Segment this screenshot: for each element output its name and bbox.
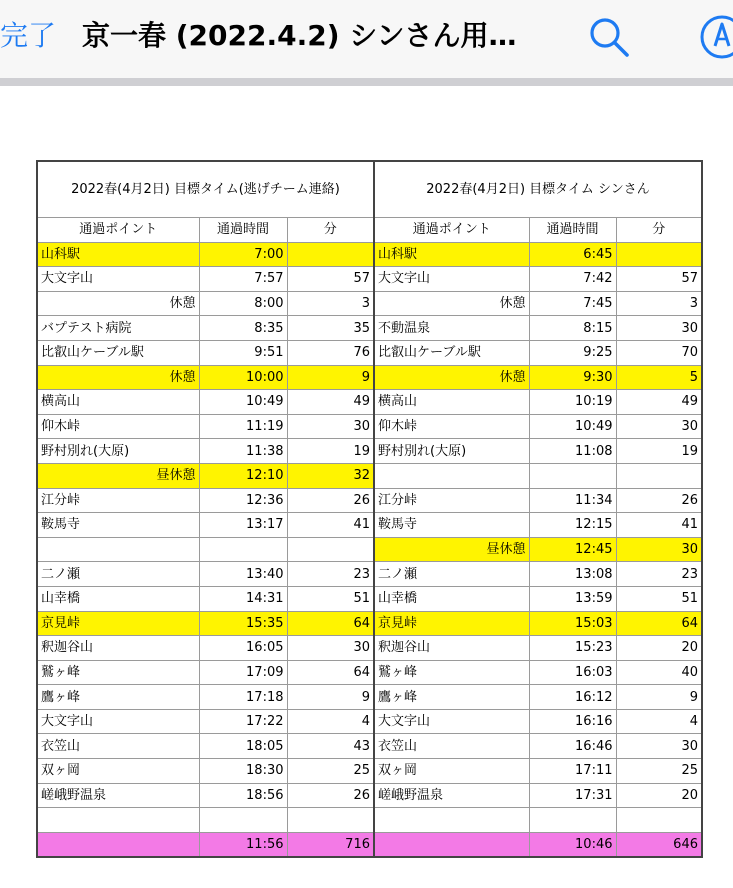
right-time-cell: 16:03: [529, 660, 616, 685]
right-table-title: 2022春(4月2日) 目標タイム シンさん: [374, 161, 702, 218]
right-minutes-cell: 30: [616, 414, 702, 439]
right-point-cell: [374, 832, 529, 857]
right-time-cell: 11:34: [529, 488, 616, 513]
left-minutes-cell: 51: [287, 586, 374, 611]
left-point-cell: 山科駅: [37, 242, 199, 267]
right-minutes-cell: 25: [616, 759, 702, 784]
markup-icon[interactable]: [697, 12, 733, 62]
left-time-cell: 10:00: [199, 365, 287, 390]
left-point-cell: 休憩: [37, 365, 199, 390]
right-point-cell: 衣笠山: [374, 734, 529, 759]
right-time-cell: 12:45: [529, 537, 616, 562]
right-minutes-cell: 20: [616, 783, 702, 808]
left-point-cell: [37, 808, 199, 833]
left-point-cell: 昼休憩: [37, 463, 199, 488]
right-point-cell: 釈迦谷山: [374, 636, 529, 661]
left-time-cell: 17:22: [199, 709, 287, 734]
left-time-cell: [199, 808, 287, 833]
right-time-cell: 7:45: [529, 291, 616, 316]
left-time-cell: 9:51: [199, 340, 287, 365]
table-row: [37, 242, 702, 267]
nav-divider: [0, 78, 733, 86]
left-point-cell: 鷲ヶ峰: [37, 660, 199, 685]
right-minutes-cell: 3: [616, 291, 702, 316]
table-row: [37, 611, 702, 636]
left-time-cell: 7:00: [199, 242, 287, 267]
right-point-cell: 大文字山: [374, 267, 529, 292]
left-point-cell: 休憩: [37, 291, 199, 316]
left-time-cell: 16:05: [199, 636, 287, 661]
left-time-cell: 12:10: [199, 463, 287, 488]
right-point-cell: [374, 808, 529, 833]
left-minutes-cell: 19: [287, 439, 374, 464]
table-row: [37, 709, 702, 734]
right-minutes-cell: 26: [616, 488, 702, 513]
left-minutes-cell: 64: [287, 660, 374, 685]
left-point-cell: 大文字山: [37, 709, 199, 734]
left-point-cell: 仰木峠: [37, 414, 199, 439]
search-icon[interactable]: [585, 12, 635, 62]
right-minutes-cell: 51: [616, 586, 702, 611]
right-minutes-cell: 19: [616, 439, 702, 464]
right-point-cell: 仰木峠: [374, 414, 529, 439]
right-minutes-cell: [616, 242, 702, 267]
right-point-cell: 鷲ヶ峰: [374, 660, 529, 685]
table-row: [37, 390, 702, 415]
right-time-cell: 17:11: [529, 759, 616, 784]
left-point-cell: 江分峠: [37, 488, 199, 513]
table-row: [37, 759, 702, 784]
right-point-cell: 不動温泉: [374, 316, 529, 341]
right-point-cell: 鷹ヶ峰: [374, 685, 529, 710]
right-minutes-cell: 30: [616, 537, 702, 562]
left-point-cell: 山幸橋: [37, 586, 199, 611]
left-time-cell: 11:38: [199, 439, 287, 464]
right-minutes-cell: 9: [616, 685, 702, 710]
table-row: [37, 267, 702, 292]
right-time-cell: 16:16: [529, 709, 616, 734]
left-time-cell: 11:56: [199, 832, 287, 857]
left-minutes-cell: 4: [287, 709, 374, 734]
right-minutes-cell: 646: [616, 832, 702, 857]
right-minutes-cell: 49: [616, 390, 702, 415]
left-point-cell: 嵯峨野温泉: [37, 783, 199, 808]
left-time-cell: 13:17: [199, 513, 287, 538]
right-minutes-cell: 70: [616, 340, 702, 365]
table-row: [37, 463, 702, 488]
right-minutes-cell: [616, 808, 702, 833]
right-minutes-cell: 40: [616, 660, 702, 685]
right-point-cell: 野村別れ(大原): [374, 439, 529, 464]
left-point-cell: 野村別れ(大原): [37, 439, 199, 464]
left-minutes-cell: [287, 242, 374, 267]
table-row: [37, 439, 702, 464]
right-point-cell: 横高山: [374, 390, 529, 415]
table-row: [37, 513, 702, 538]
left-time-cell: 14:31: [199, 586, 287, 611]
table-row: [37, 783, 702, 808]
left-minutes-cell: 76: [287, 340, 374, 365]
table-row: [37, 685, 702, 710]
left-time-cell: 17:18: [199, 685, 287, 710]
header-point-right: 通過ポイント: [374, 218, 529, 243]
right-time-cell: 13:08: [529, 562, 616, 587]
left-point-cell: 横高山: [37, 390, 199, 415]
right-point-cell: 二ノ瀬: [374, 562, 529, 587]
table-row: [37, 316, 702, 341]
left-point-cell: 京見峠: [37, 611, 199, 636]
left-point-cell: 衣笠山: [37, 734, 199, 759]
right-time-cell: [529, 808, 616, 833]
right-time-cell: 11:08: [529, 439, 616, 464]
right-point-cell: 休憩: [374, 291, 529, 316]
left-point-cell: 大文字山: [37, 267, 199, 292]
left-minutes-cell: 43: [287, 734, 374, 759]
right-point-cell: 京見峠: [374, 611, 529, 636]
right-time-cell: 7:42: [529, 267, 616, 292]
right-time-cell: 15:23: [529, 636, 616, 661]
left-time-cell: 10:49: [199, 390, 287, 415]
navigation-bar: [0, 0, 733, 78]
right-time-cell: 13:59: [529, 586, 616, 611]
right-time-cell: 10:19: [529, 390, 616, 415]
left-time-cell: 13:40: [199, 562, 287, 587]
right-minutes-cell: 23: [616, 562, 702, 587]
left-minutes-cell: 25: [287, 759, 374, 784]
left-time-cell: 12:36: [199, 488, 287, 513]
table-row: [37, 660, 702, 685]
right-minutes-cell: 5: [616, 365, 702, 390]
left-point-cell: 比叡山ケーブル駅: [37, 340, 199, 365]
right-minutes-cell: 4: [616, 709, 702, 734]
right-point-cell: 休憩: [374, 365, 529, 390]
document-title: 京一春 (2022.4.2) シンさん用…: [82, 19, 517, 52]
left-minutes-cell: 716: [287, 832, 374, 857]
left-time-cell: 18:05: [199, 734, 287, 759]
right-time-cell: 16:12: [529, 685, 616, 710]
left-time-cell: 18:56: [199, 783, 287, 808]
left-time-cell: 7:57: [199, 267, 287, 292]
left-minutes-cell: 49: [287, 390, 374, 415]
left-point-cell: 釈迦谷山: [37, 636, 199, 661]
right-point-cell: 山科駅: [374, 242, 529, 267]
left-minutes-cell: 30: [287, 414, 374, 439]
table-row: [37, 414, 702, 439]
left-time-cell: 18:30: [199, 759, 287, 784]
left-minutes-cell: 3: [287, 291, 374, 316]
left-minutes-cell: [287, 808, 374, 833]
right-time-cell: 10:49: [529, 414, 616, 439]
table-row: [37, 291, 702, 316]
left-minutes-cell: 9: [287, 685, 374, 710]
right-time-cell: 10:46: [529, 832, 616, 857]
table-row: [37, 365, 702, 390]
left-table-title: 2022春(4月2日) 目標タイム(逃げチーム連絡): [37, 161, 374, 218]
left-point-cell: [37, 832, 199, 857]
left-point-cell: 鷹ヶ峰: [37, 685, 199, 710]
left-minutes-cell: 30: [287, 636, 374, 661]
right-point-cell: 昼休憩: [374, 537, 529, 562]
left-point-cell: 双ヶ岡: [37, 759, 199, 784]
right-time-cell: 12:15: [529, 513, 616, 538]
right-point-cell: 嵯峨野温泉: [374, 783, 529, 808]
left-point-cell: 二ノ瀬: [37, 562, 199, 587]
title-row: [37, 161, 702, 218]
left-minutes-cell: [287, 537, 374, 562]
table-row: [37, 636, 702, 661]
left-minutes-cell: 32: [287, 463, 374, 488]
header-point-left: 通過ポイント: [37, 218, 199, 243]
right-point-cell: 双ヶ岡: [374, 759, 529, 784]
right-time-cell: 15:03: [529, 611, 616, 636]
table-row: [37, 734, 702, 759]
right-time-cell: [529, 463, 616, 488]
left-time-cell: 17:09: [199, 660, 287, 685]
table-row: [37, 488, 702, 513]
left-time-cell: 15:35: [199, 611, 287, 636]
table-row: [37, 586, 702, 611]
right-point-cell: 江分峠: [374, 488, 529, 513]
header-time-right: 通過時間: [529, 218, 616, 243]
right-time-cell: 6:45: [529, 242, 616, 267]
right-time-cell: 9:25: [529, 340, 616, 365]
left-point-cell: 鞍馬寺: [37, 513, 199, 538]
right-point-cell: [374, 463, 529, 488]
right-time-cell: 9:30: [529, 365, 616, 390]
table-row: [37, 340, 702, 365]
left-time-cell: 8:00: [199, 291, 287, 316]
target-time-table: [36, 160, 703, 858]
table-row: [37, 808, 702, 833]
left-minutes-cell: 64: [287, 611, 374, 636]
table-row: [37, 537, 702, 562]
left-minutes-cell: 57: [287, 267, 374, 292]
header-minutes-left: 分: [287, 218, 374, 243]
header-time-left: 通過時間: [199, 218, 287, 243]
column-header-row: [37, 218, 702, 243]
right-minutes-cell: 30: [616, 734, 702, 759]
left-point-cell: バプテスト病院: [37, 316, 199, 341]
right-minutes-cell: 20: [616, 636, 702, 661]
right-time-cell: 8:15: [529, 316, 616, 341]
right-point-cell: 鞍馬寺: [374, 513, 529, 538]
left-minutes-cell: 26: [287, 783, 374, 808]
right-minutes-cell: [616, 463, 702, 488]
done-button[interactable]: 完了: [0, 19, 57, 52]
left-minutes-cell: 23: [287, 562, 374, 587]
left-point-cell: [37, 537, 199, 562]
right-time-cell: 17:31: [529, 783, 616, 808]
left-minutes-cell: 35: [287, 316, 374, 341]
right-minutes-cell: 30: [616, 316, 702, 341]
right-point-cell: 比叡山ケーブル駅: [374, 340, 529, 365]
left-minutes-cell: 41: [287, 513, 374, 538]
right-point-cell: 大文字山: [374, 709, 529, 734]
left-time-cell: 11:19: [199, 414, 287, 439]
right-time-cell: 16:46: [529, 734, 616, 759]
right-minutes-cell: 57: [616, 267, 702, 292]
left-minutes-cell: 9: [287, 365, 374, 390]
left-time-cell: [199, 537, 287, 562]
header-minutes-right: 分: [616, 218, 702, 243]
right-minutes-cell: 41: [616, 513, 702, 538]
table-row: [37, 562, 702, 587]
left-minutes-cell: 26: [287, 488, 374, 513]
left-time-cell: 8:35: [199, 316, 287, 341]
table-row: [37, 832, 702, 857]
right-point-cell: 山幸橋: [374, 586, 529, 611]
right-minutes-cell: 64: [616, 611, 702, 636]
